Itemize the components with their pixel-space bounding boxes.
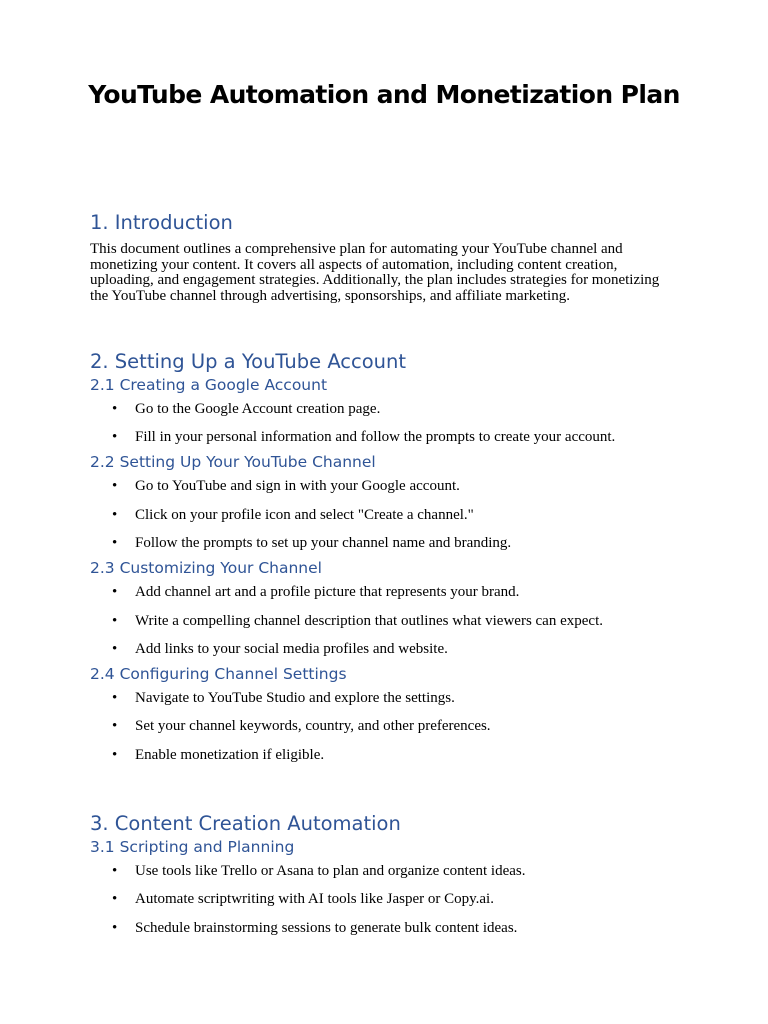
bullet-list (90, 473, 680, 558)
bullet-list (90, 396, 680, 453)
document-body (90, 210, 680, 943)
bullet-list (90, 579, 680, 664)
list-item (90, 473, 680, 501)
list-item-text: Add channel art and a profile picture that represents your brand. (135, 584, 520, 601)
bullet-icon: • (112, 584, 118, 601)
section-heading-setting-up-account: 2. Setting Up a YouTube Account (90, 349, 407, 373)
bullet-icon: • (112, 919, 118, 936)
subsection-heading-scripting-planning: 3.1 Scripting and Planning (90, 838, 295, 857)
bullet-icon: • (112, 891, 118, 908)
list-item-text: Go to the Google Account creation page. (135, 400, 381, 417)
section-heading-introduction: 1. Introduction (90, 211, 233, 234)
subsection-heading-customizing-channel: 2.3 Customizing Your Channel (90, 559, 322, 578)
bullet-icon: • (112, 506, 118, 523)
list-item-text: Click on your profile icon and select "Create a channel." (135, 506, 474, 523)
list-item (90, 579, 680, 607)
bullet-icon: • (112, 718, 118, 735)
list-item-text: Enable monetization if eligible. (135, 746, 325, 763)
document-title: YouTube Automation and Monetization Plan (88, 80, 680, 109)
bullet-icon: • (112, 690, 118, 707)
list-item-text: Set your channel keywords, country, and other preferences. (135, 718, 491, 735)
list-item-text: Use tools like Trello or Asana to plan and organize content ideas. (135, 863, 526, 880)
section-introduction (90, 210, 680, 305)
list-item (90, 530, 680, 558)
bullet-icon: • (112, 400, 118, 417)
list-item (90, 915, 680, 943)
subsection-heading-creating-google-account: 2.1 Creating a Google Account (90, 375, 328, 394)
section-heading-content-creation: 3. Content Creation Automation (90, 812, 401, 836)
list-item-text: Add links to your social media profiles and website. (135, 640, 448, 657)
list-item (90, 502, 680, 530)
bullet-icon: • (112, 640, 118, 657)
list-item (90, 886, 680, 914)
bullet-icon: • (112, 535, 118, 551)
list-item (90, 858, 680, 886)
list-item (90, 713, 680, 741)
list-item-text: Write a compelling channel description that outlines what viewers can expect. (135, 612, 603, 629)
bullet-icon: • (112, 746, 118, 763)
bullet-icon: • (112, 429, 118, 446)
section-content-creation (90, 811, 680, 943)
bullet-icon: • (112, 863, 118, 880)
list-item-text: Go to YouTube and sign in with your Google account. (135, 478, 460, 495)
list-item (90, 685, 680, 713)
list-item (90, 636, 680, 664)
list-item-text: Schedule brainstorming sessions to generate bulk content ideas. (135, 919, 518, 936)
bullet-list (90, 858, 680, 943)
list-item (90, 396, 680, 424)
list-item (90, 742, 680, 770)
list-item (90, 608, 680, 636)
list-item-text: Fill in your personal information and follow the prompts to create your account. (135, 429, 616, 446)
introduction-paragraph: This document outlines a comprehensive plan for automating your YouTube channel and monetizing your content. It covers all aspects of automation, including content creation, uploading, and engagement strategies. Additionally, the plan includes strategies for monetizing the YouTube channel through advertising, sponsorships, and affiliate marketing. (90, 241, 660, 305)
subsection-heading-setting-up-channel: 2.2 Setting Up Your YouTube Channel (90, 453, 376, 472)
bullet-icon: • (112, 612, 118, 629)
list-item-text: Navigate to YouTube Studio and explore the settings. (135, 690, 455, 707)
section-setting-up-account (90, 349, 680, 770)
bullet-list (90, 685, 680, 770)
subsection-heading-configuring-settings: 2.4 Configuring Channel Settings (90, 665, 347, 684)
list-item-text: Follow the prompts to set up your channel name and branding. (135, 535, 512, 551)
list-item (90, 424, 680, 452)
list-item-text: Automate scriptwriting with AI tools like Jasper or Copy.ai. (135, 891, 494, 908)
bullet-icon: • (112, 478, 118, 495)
